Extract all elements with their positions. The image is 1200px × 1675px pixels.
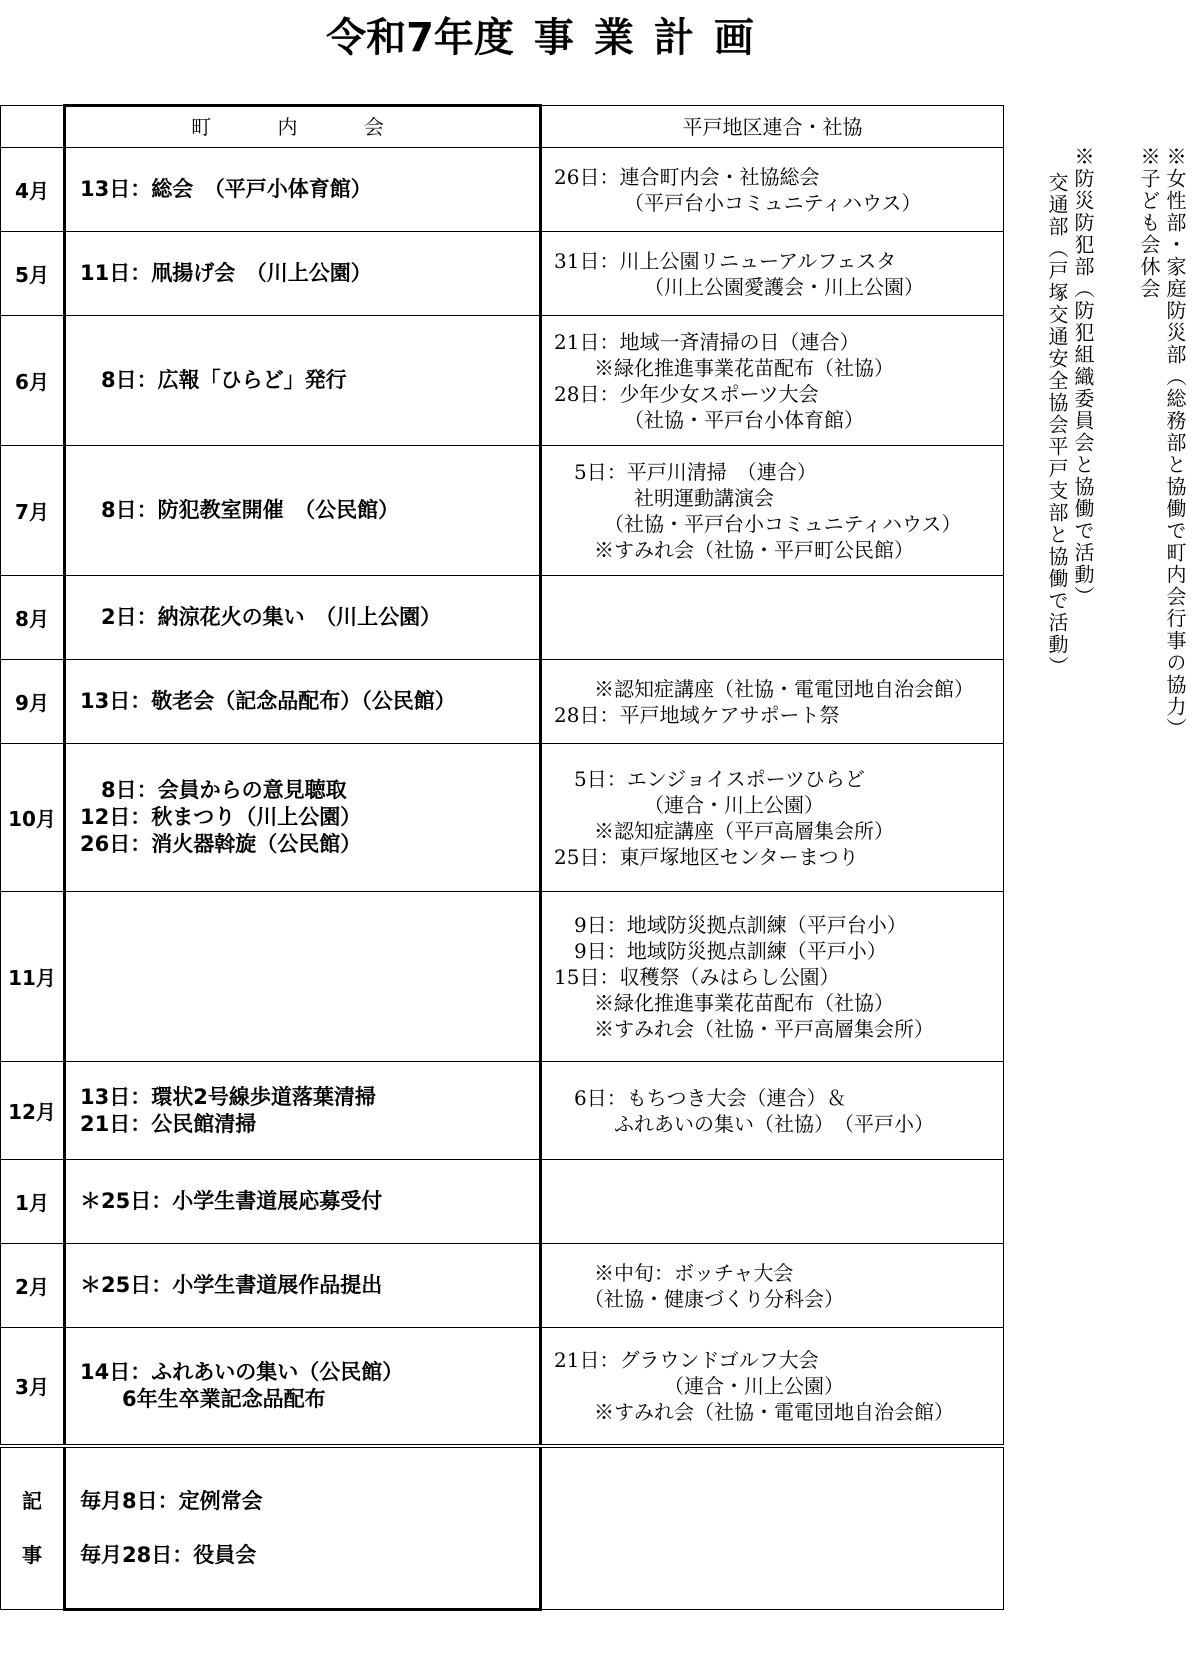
month-cell: 7月 — [1, 446, 65, 576]
table-row — [1, 316, 1004, 446]
month-cell: 11月 — [1, 892, 65, 1062]
hiratsuka-cell — [541, 576, 1004, 660]
hiratsuka-event: 21日：グラウンドゴルフ大会 — [554, 1347, 819, 1372]
schedule-table — [0, 104, 1004, 1611]
hiratsuka-cell — [541, 232, 1004, 316]
hiratsuka-event: ※中旬：ボッチャ大会 — [554, 1260, 794, 1285]
kiji-chonai-cell — [65, 1446, 541, 1610]
hiratsuka-event: ※緑化推進事業花苗配布（社協） — [554, 355, 894, 380]
table-row — [1, 892, 1004, 1062]
chonai-cell — [65, 148, 541, 232]
hiratsuka-cell — [541, 148, 1004, 232]
chonai-event: ＊25日：小学生書道展作品提出 — [80, 1273, 383, 1297]
hiratsuka-event: 5日：エンジョイスポーツひらど — [554, 766, 865, 791]
note-disaster-dept: ※防災防犯部（防犯組織委員会と協働で活動） — [1071, 146, 1095, 608]
chonai-event: 6年生卒業記念品配布 — [80, 1386, 326, 1411]
note-childrens-club: ※子ども会休会 — [1137, 146, 1161, 300]
chonai-cell — [65, 1062, 541, 1160]
chonai-event: 11日：凧揚げ会 （川上公園） — [80, 261, 372, 285]
chonai-cell — [65, 316, 541, 446]
month-cell: 12月 — [1, 1062, 65, 1160]
title-char-3: 計 — [653, 15, 694, 61]
hiratsuka-event: 6日：もちつき大会（連合）＆ — [554, 1085, 847, 1110]
hiratsuka-event: ふれあいの集い（社協） （平戸小） — [554, 1111, 934, 1136]
chonai-event: 21日：公民館清掃 — [80, 1111, 257, 1136]
hiratsuka-event: ※すみれ会（社協・電電団地自治会館） — [554, 1399, 954, 1424]
hiratsuka-event: ※認知症講座（社協・電電団地自治会館） — [554, 676, 974, 701]
hiratsuka-event: （社協・平戸台小コミュニティハウス） — [554, 511, 962, 536]
hiratsuka-event: 9日：地域防災拠点訓練（平戸台小） — [554, 912, 907, 937]
chonai-cell — [65, 660, 541, 744]
hiratsuka-cell — [541, 1328, 1004, 1446]
kiji-row — [1, 1446, 1004, 1610]
title-year: 令和7年度 — [326, 15, 514, 61]
chonai-event: 26日：消火器斡旋（公民館） — [80, 832, 362, 856]
header-row — [1, 106, 1004, 148]
table-row — [1, 232, 1004, 316]
hiratsuka-event: 26日：連合町内会・社協総会 — [554, 164, 820, 189]
chonai-cell — [65, 1160, 541, 1244]
title-char-2: 業 — [593, 15, 634, 61]
month-cell: 9月 — [1, 660, 65, 744]
table-row — [1, 744, 1004, 892]
table-row — [1, 1244, 1004, 1328]
chonai-cell — [65, 744, 541, 892]
hiratsuka-event: 28日：少年少女スポーツ大会 — [554, 381, 819, 406]
kiji-label-char: 事 — [22, 1543, 42, 1568]
hiratsuka-event: （平戸台小コミュニティハウス） — [554, 190, 922, 215]
hiratsuka-cell — [541, 1160, 1004, 1244]
hiratsuka-event: （連合・川上公園） — [554, 792, 824, 817]
hiratsuka-event: （社協・平戸台小体育館） — [554, 407, 864, 432]
hiratsuka-event: （川上公園愛護会・川上公園） — [554, 274, 924, 299]
table-row — [1, 1328, 1004, 1446]
header-month — [1, 106, 65, 148]
hiratsuka-cell — [541, 744, 1004, 892]
hiratsuka-event: ※緑化推進事業花苗配布（社協） — [554, 990, 894, 1015]
table-row — [1, 576, 1004, 660]
hiratsuka-event: 21日：地域一斉清掃の日（連合） — [554, 329, 860, 354]
hiratsuka-event: ※認知症講座（平戸高層集会所） — [554, 818, 894, 843]
chonai-event: 12日：秋まつり（川上公園） — [80, 805, 362, 829]
hiratsuka-cell — [541, 316, 1004, 446]
month-cell: 3月 — [1, 1328, 65, 1446]
month-cell: 4月 — [1, 148, 65, 232]
hiratsuka-cell — [541, 1062, 1004, 1160]
note-traffic-dept: 交通部（戸塚交通安全協会平戸支部と協働で活動） — [1045, 172, 1069, 678]
chonai-event: 14日：ふれあいの集い（公民館） — [80, 1359, 404, 1384]
month-cell: 6月 — [1, 316, 65, 446]
hiratsuka-event: ※すみれ会（社協・平戸高層集会所） — [554, 1016, 934, 1041]
hiratsuka-event: （連合・川上公園） — [554, 1373, 844, 1398]
chonai-event: 8日：広報「ひらど」発行 — [80, 368, 347, 392]
chonai-event: 8日：会員からの意見聴取 — [80, 778, 347, 802]
chonai-event: ＊25日：小学生書道展応募受付 — [80, 1189, 383, 1213]
chonai-event: 8日：防犯教室開催 （公民館） — [80, 498, 400, 522]
month-cell: 2月 — [1, 1244, 65, 1328]
chonai-cell — [65, 1244, 541, 1328]
title-char-4: 画 — [713, 15, 754, 61]
chonai-cell — [65, 576, 541, 660]
chonai-event: 13日：敬老会（記念品配布）（公民館） — [80, 689, 456, 713]
hiratsuka-event: 5日：平戸川清掃 （連合） — [554, 459, 817, 484]
month-cell: 5月 — [1, 232, 65, 316]
hiratsuka-event: 25日：東戸塚地区センターまつり — [554, 844, 859, 869]
hiratsuka-event: 社明運動講演会 — [554, 485, 774, 510]
month-cell: 1月 — [1, 1160, 65, 1244]
hiratsuka-event: 15日：収穫祭（みはらし公園） — [554, 964, 840, 989]
kiji-item: 毎月8日：定例常会 — [80, 1488, 263, 1513]
hiratsuka-cell — [541, 1244, 1004, 1328]
chonai-cell — [65, 232, 541, 316]
note-womens-dept: ※女性部・家庭防災部（総務部と協働で町内会行事の協力） — [1163, 146, 1187, 740]
month-cell: 8月 — [1, 576, 65, 660]
hiratsuka-event: （社協・健康づくり分科会） — [554, 1286, 844, 1311]
chonai-event: 13日：総会 （平戸小体育館） — [80, 177, 372, 201]
chonai-cell — [65, 892, 541, 1062]
title-char-1: 事 — [533, 15, 574, 61]
kiji-item: 毎月28日：役員会 — [80, 1542, 257, 1567]
hiratsuka-cell — [541, 446, 1004, 576]
header-chonai: 町 内 会 — [65, 106, 541, 148]
chonai-cell — [65, 1328, 541, 1446]
chonai-cell — [65, 446, 541, 576]
header-hiratsuka: 平戸地区連合・社協 — [541, 106, 1004, 148]
kiji-label-char: 記 — [22, 1489, 42, 1514]
hiratsuka-cell — [541, 892, 1004, 1062]
month-cell: 10月 — [1, 744, 65, 892]
kiji-hiratsuka-cell — [541, 1446, 1004, 1610]
table-row — [1, 148, 1004, 232]
hiratsuka-event: 28日：平戸地域ケアサポート祭 — [554, 702, 840, 727]
table-row — [1, 1160, 1004, 1244]
hiratsuka-event: 9日：地域防災拠点訓練（平戸小） — [554, 938, 887, 963]
chonai-event: 13日：環状2号線歩道落葉清掃 — [80, 1084, 376, 1109]
page-title — [0, 8, 1080, 68]
kiji-label-cell — [1, 1446, 65, 1610]
table-row — [1, 1062, 1004, 1160]
hiratsuka-event: ※すみれ会（社協・平戸町公民館） — [554, 537, 914, 562]
chonai-event: 2日：納涼花火の集い （川上公園） — [80, 605, 442, 629]
table-row — [1, 660, 1004, 744]
hiratsuka-event: 31日：川上公園リニューアルフェスタ — [554, 248, 897, 273]
table-row — [1, 446, 1004, 576]
hiratsuka-cell — [541, 660, 1004, 744]
